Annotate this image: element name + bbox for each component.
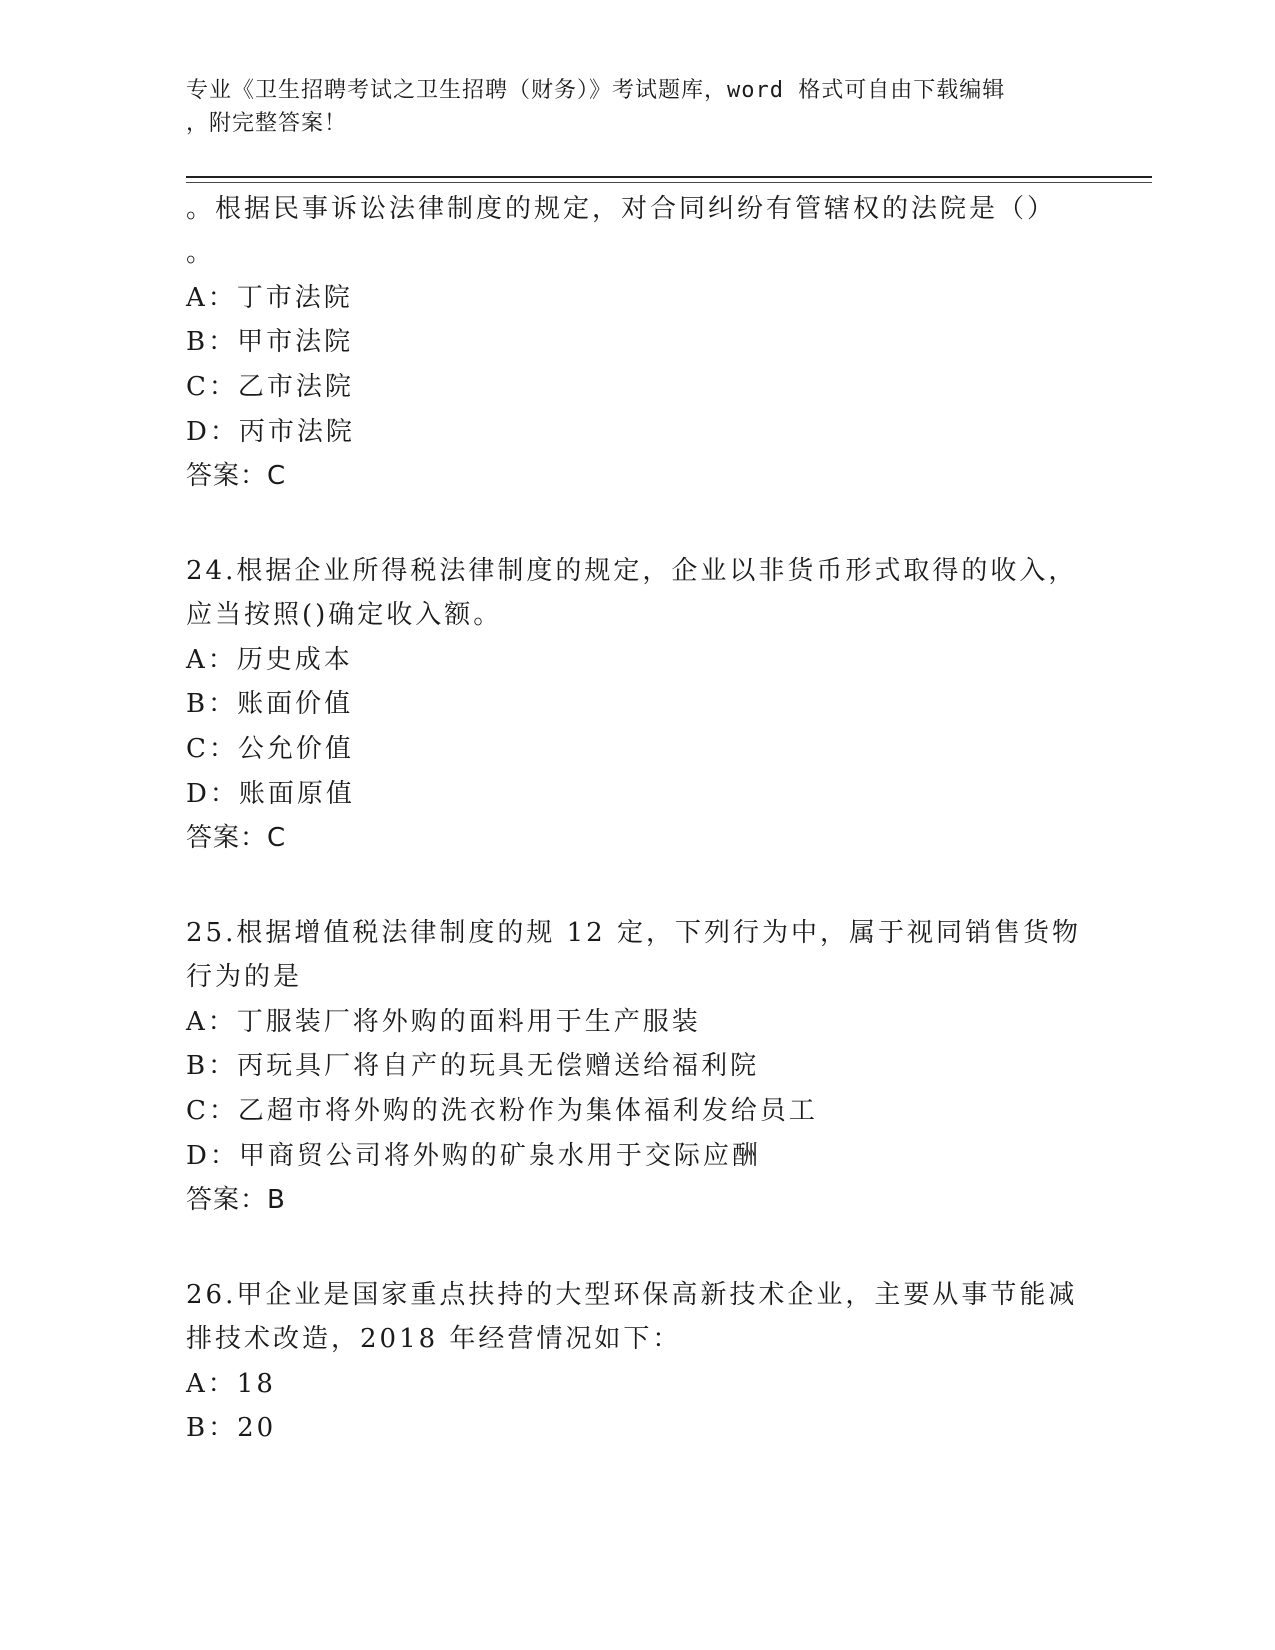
- document-header: [186, 74, 1066, 140]
- option-c: C：公允价值: [186, 734, 354, 764]
- answer: 答案：C: [186, 461, 287, 491]
- answer: 答案：B: [186, 1185, 286, 1215]
- question-stem: 26.甲企业是国家重点扶持的大型环保高新技术企业，主要从事节能减: [186, 1280, 1078, 1310]
- question-stem: 排技术改造，2018 年经营情况如下：: [186, 1324, 682, 1354]
- header-line-2: ，附完整答案！: [186, 111, 348, 136]
- option-b: B：丙玩具厂将自产的玩具无偿赠送给福利院: [186, 1051, 760, 1081]
- option-b: B：账面价值: [186, 689, 354, 719]
- option-d: D：甲商贸公司将外购的矿泉水用于交际应酬: [186, 1141, 761, 1171]
- option-d: D：丙市法院: [186, 417, 355, 447]
- option-d: D：账面原值: [186, 779, 355, 809]
- option-a: A：丁市法院: [186, 283, 353, 313]
- header-divider-thick: [186, 176, 1152, 178]
- option-c: C：乙超市将外购的洗衣粉作为集体福利发给员工: [186, 1096, 818, 1126]
- question-stem: 。: [186, 238, 216, 268]
- option-b: B：甲市法院: [186, 327, 354, 357]
- question-stem: 行为的是: [186, 962, 303, 992]
- header-line-1: 专业《卫生招聘考试之卫生招聘（财务）》考试题库，word 格式可自由下载编辑: [186, 78, 1006, 103]
- question-stem: 。根据民事诉讼法律制度的规定，对合同纠纷有管辖权的法院是（）: [186, 194, 1057, 224]
- question-stem: 24.根据企业所得税法律制度的规定，企业以非货币形式取得的收入，: [186, 556, 1078, 586]
- option-a: A：历史成本: [186, 645, 353, 675]
- option-a: A：丁服装厂将外购的面料用于生产服装: [186, 1007, 701, 1037]
- option-a: A：18: [186, 1369, 276, 1399]
- answer: 答案：C: [186, 823, 287, 853]
- question-stem: 25.根据增值税法律制度的规 12 定，下列行为中，属于视同销售货物: [186, 918, 1081, 948]
- option-c: C：乙市法院: [186, 372, 354, 402]
- option-b: B：20: [186, 1413, 277, 1443]
- header-divider-thin: [186, 182, 1152, 183]
- question-stem: 应当按照()确定收入额。: [186, 600, 503, 630]
